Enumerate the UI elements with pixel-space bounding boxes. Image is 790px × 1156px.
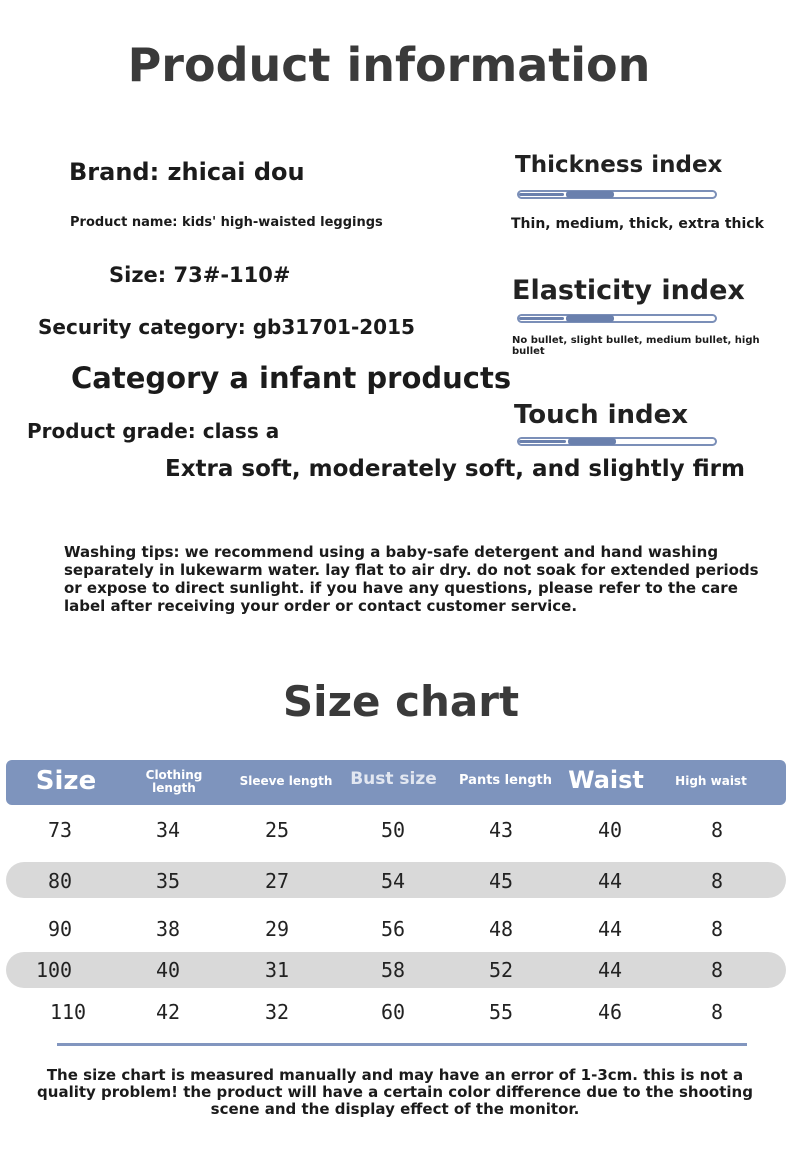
- elasticity-segment-1: [519, 317, 564, 320]
- cell-pants-length: 45: [488, 869, 514, 893]
- cell-waist: 44: [597, 917, 623, 941]
- cell-size: 90: [47, 917, 73, 941]
- size-chart-header: [6, 760, 786, 805]
- cell-sleeve-length: 31: [264, 958, 290, 982]
- thickness-segment-1: [519, 193, 564, 196]
- header-clothing-length: Clothing length: [145, 768, 203, 795]
- touch-segment-active: [568, 438, 616, 445]
- elasticity-scale-text: No bullet, slight bullet, medium bullet, high bullet: [512, 335, 760, 357]
- cell-waist: 44: [597, 869, 623, 893]
- cell-sleeve-length: 25: [264, 818, 290, 842]
- cell-waist: 40: [597, 818, 623, 842]
- washing-tips-text: Washing tips: we recommend using a baby-safe detergent and hand washing separately in lukewarm water. lay flat to air dry. do not soak for extended periods or expose to direct sunlight. if you have any questions, please refer to the care label after receiving your order or contact customer service.: [64, 543, 759, 615]
- header-bust-size: Bust size: [350, 769, 437, 789]
- cell-pants-length: 52: [488, 958, 514, 982]
- cell-high-waist: 8: [710, 818, 724, 842]
- cell-high-waist: 8: [710, 1000, 724, 1024]
- header-size: Size: [35, 766, 97, 796]
- cell-size: 100: [35, 958, 73, 982]
- header-pants-length: Pants length: [459, 773, 552, 788]
- cell-pants-length: 48: [488, 917, 514, 941]
- size-chart-note: The size chart is measured manually and may have an error of 1-3cm. this is not a quality problem! the product will have a certain color difference due to the shooting scene and the display effect of the monitor.: [37, 1066, 753, 1118]
- elasticity-index-bar: [517, 314, 717, 323]
- cell-size: 73: [47, 818, 73, 842]
- category-text: Category a infant products: [71, 361, 512, 395]
- thickness-segment-active: [566, 191, 614, 198]
- cell-size: 80: [47, 869, 73, 893]
- size-range-text: Size: 73#-110#: [109, 263, 291, 287]
- touch-index-bar: [517, 437, 717, 446]
- product-name-text: Product name: kids' high-waisted leggings: [70, 215, 383, 230]
- cell-sleeve-length: 29: [264, 917, 290, 941]
- divider: [57, 1043, 747, 1046]
- cell-sleeve-length: 32: [264, 1000, 290, 1024]
- cell-pants-length: 55: [488, 1000, 514, 1024]
- product-grade-text: Product grade: class a: [27, 419, 280, 443]
- cell-bust-size: 60: [380, 1000, 406, 1024]
- cell-clothing-length: 35: [155, 869, 181, 893]
- header-high-waist: High waist: [675, 774, 747, 788]
- cell-bust-size: 56: [380, 917, 406, 941]
- thickness-index-label: Thickness index: [515, 152, 723, 178]
- header-sleeve-length: Sleeve length: [239, 774, 333, 788]
- security-category-text: Security category: gb31701-2015: [38, 315, 415, 339]
- cell-size: 110: [49, 1000, 87, 1024]
- cell-waist: 44: [597, 958, 623, 982]
- header-waist: Waist: [568, 766, 644, 794]
- cell-high-waist: 8: [710, 869, 724, 893]
- cell-sleeve-length: 27: [264, 869, 290, 893]
- cell-bust-size: 54: [380, 869, 406, 893]
- touch-segment-1: [519, 440, 566, 443]
- softness-text: Extra soft, moderately soft, and slightly firm: [165, 456, 745, 482]
- page-title: Product information: [127, 38, 651, 92]
- thickness-index-bar: [517, 190, 717, 199]
- cell-high-waist: 8: [710, 917, 724, 941]
- cell-clothing-length: 42: [155, 1000, 181, 1024]
- cell-clothing-length: 34: [155, 818, 181, 842]
- size-chart-title: Size chart: [282, 677, 520, 726]
- touch-index-label: Touch index: [514, 400, 689, 430]
- brand-text: Brand: zhicai dou: [69, 158, 305, 186]
- thickness-scale-text: Thin, medium, thick, extra thick: [511, 216, 764, 232]
- cell-bust-size: 50: [380, 818, 406, 842]
- cell-pants-length: 43: [488, 818, 514, 842]
- cell-high-waist: 8: [710, 958, 724, 982]
- cell-clothing-length: 38: [155, 917, 181, 941]
- elasticity-index-label: Elasticity index: [512, 275, 745, 306]
- cell-clothing-length: 40: [155, 958, 181, 982]
- cell-bust-size: 58: [380, 958, 406, 982]
- elasticity-segment-active: [566, 315, 614, 322]
- cell-waist: 46: [597, 1000, 623, 1024]
